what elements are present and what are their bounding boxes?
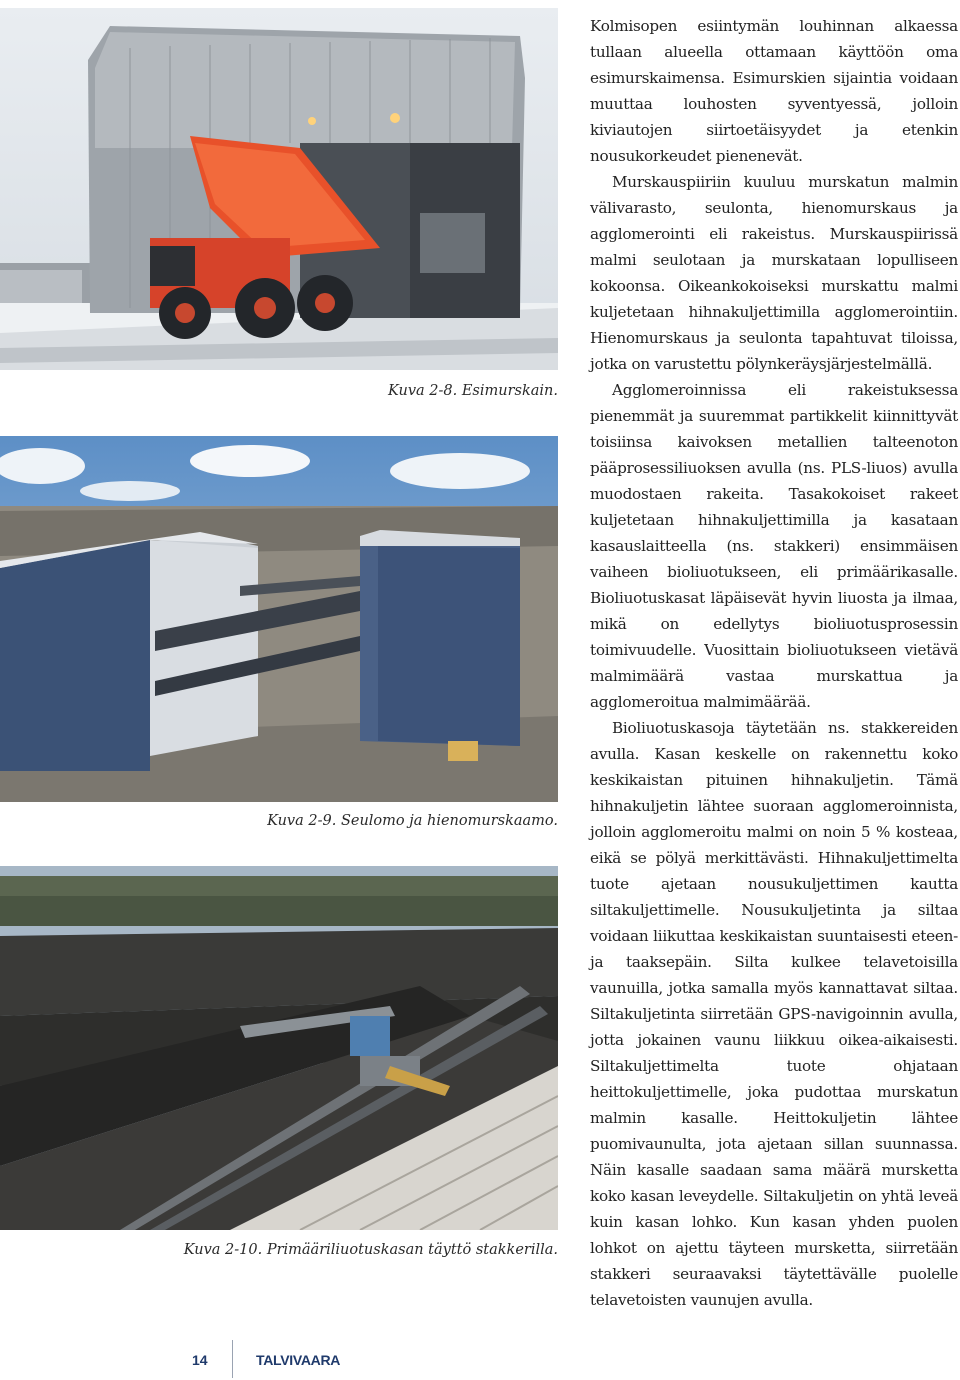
figure-caption: Kuva 2-10. Primääriliuotuskasan täyttö stakkerilla. bbox=[183, 1242, 558, 1258]
figure-screening-plant bbox=[0, 436, 558, 802]
stacker-heap-photo bbox=[0, 866, 558, 1230]
screening-plant-photo bbox=[0, 436, 558, 802]
footer-divider bbox=[232, 1340, 233, 1378]
body-text-column bbox=[590, 13, 958, 1313]
figure-stacker-heap bbox=[0, 866, 558, 1230]
figure-caption: Kuva 2-9. Seulomo ja hienomurskaamo. bbox=[267, 813, 558, 829]
body-paragraph: Bioliuotuskasoja täytetään ns. stakkereiden avulla. Kasan keskelle on rakennettu koko keskikaistan pituinen hihnakuljetin. Tämä hihnakuljetin lähtee suoraan agglomeroinnista, jolloin agglomeroitu malmi on noin 5 % kosteaa, eikä se pölyä merkittävästi. Hihnakuljettimelta tuote ajetaan nousukuljettimen kautta siltakuljettimelle. Nousukuljetinta ja siltaa voidaan liikuttaa keskikaistan suuntaisesti eteen- ja taaksepäin. Silta kulkee telavetoisilla vaunuilla, jotka samalla myös kannattavat siltaa. Siltakuljetinta siirretään GPS-navigoinnin avulla, jotta jokainen vaunu liikkuu oikea-aikaisesti. Siltakuljettimelta tuote ohjataan heittokuljettimelle, joka pudottaa murskatun malmin kasalle. Heittokuljetin lähtee puomivaunulta, jota ajetaan sillan suunnassa. Näin kasalle saadaan sama määrä mursketta koko kasan leveydelle. Siltakuljetin on yhtä leveä kuin kasan lohko. Kun kasan yhden puolen lohkot on ajettu täyteen mursketta, siirretään stakkeri seuraavaksi täytettävälle puolelle telavetoisten vaunujen avulla. bbox=[590, 719, 958, 1309]
figure-primary-crusher bbox=[0, 8, 558, 370]
body-paragraph: Kolmisopen esiintymän louhinnan alkaessa tullaan alueella ottamaan käyttöön oma esimurskaimensa. Esimurskien sijaintia voidaan muuttaa louhosten syventyessä, jolloin kiviautojen siirtoetäisyydet ja etenkin nousukorkeudet pienenevät. bbox=[590, 17, 958, 165]
brand-wordmark: TALVIVAARA bbox=[256, 1352, 341, 1368]
body-paragraph: Murskauspiiriin kuuluu murskatun malmin välivarasto, seulonta, hienomurskaus ja agglomerointi eli rakeistus. Murskauspiirissä malmi seulotaan ja murskataan lopulliseen kokoonsa. Oikeankokoiseksi murskattu malmi kuljetetaan hihnakuljettimilla agglomerointiin. Hienomurskaus ja seulonta tapahtuvat tiloissa, jotka on varustettu pölynkeräysjärjestelmällä. bbox=[590, 173, 958, 373]
crusher-photo bbox=[0, 8, 558, 370]
figure-caption: Kuva 2-8. Esimurskain. bbox=[387, 383, 558, 399]
page-number: 14 bbox=[192, 1352, 208, 1368]
body-paragraph: Agglomeroinnissa eli rakeistuksessa pienemmät ja suuremmat partikkelit kiinnittyvät toisiinsa kaivoksen metallien talteenoton pääprosessiliuoksen avulla (ns. PLS-liuos) avulla muodostaen rakeita. Tasakokoiset rakeet kuljetetaan hihnakuljettimilla ja kasataan kasauslaitteella (ns. stakkeri) ensimmäisen vaiheen bioliuotukseen, eli primäärikasalle. Bioliuotuskasat läpäisevät hyvin liuosta ja ilmaa, mikä on edellytys bioliuotusprosessin toimivuudelle. Vuosittain bioliuotukseen vietävä malmimäärä vastaa murskattua ja agglomeroitua malmimäärää. bbox=[590, 381, 958, 711]
